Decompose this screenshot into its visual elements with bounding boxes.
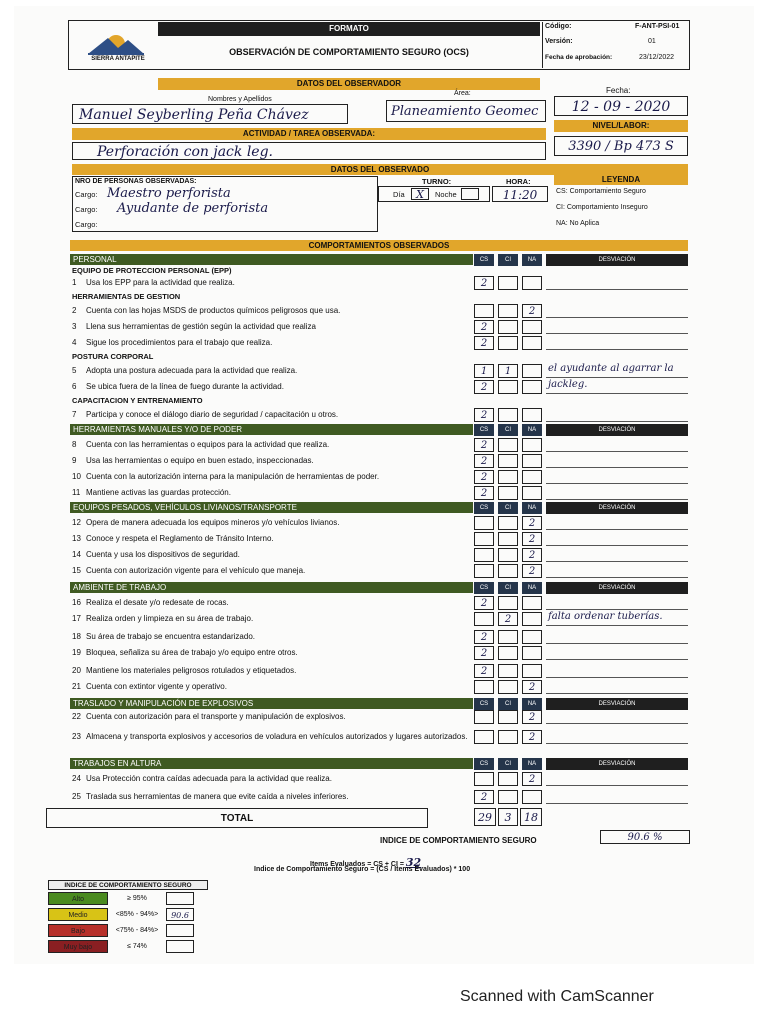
behavior-item-5 xyxy=(72,366,470,375)
item-number: 1 xyxy=(72,278,77,287)
behavior-item-23 xyxy=(72,732,470,741)
checkbox-ci[interactable] xyxy=(498,276,518,290)
indice-value: 90.6 % xyxy=(600,830,690,844)
column-header-cs: CS xyxy=(474,502,494,514)
item-text: Cuenta con las herramientas o equipos para la actividad que realiza. xyxy=(86,440,330,449)
codigo-value: F-ANT-PSI-01 xyxy=(635,23,680,30)
checkbox-cs[interactable]: 2 xyxy=(474,664,494,678)
checkbox-cs[interactable]: 2 xyxy=(474,380,494,394)
item-number: 17 xyxy=(72,614,81,623)
desviacion-line xyxy=(546,393,688,394)
formato-label: FORMATO xyxy=(158,22,540,36)
checkbox-na[interactable] xyxy=(522,470,542,484)
checkbox-cs[interactable]: 2 xyxy=(474,470,494,484)
checkbox-cs[interactable] xyxy=(474,516,494,530)
section-header: AMBIENTE DE TRABAJO xyxy=(70,582,473,593)
checkbox-na[interactable]: 2 xyxy=(522,772,542,786)
legend-level-row xyxy=(48,939,208,954)
actividad-label: ACTIVIDAD / TAREA OBSERVADA: xyxy=(72,128,546,140)
checkbox-cs[interactable] xyxy=(474,612,494,626)
checkbox-cs[interactable]: 1 xyxy=(474,364,494,378)
desviacion-line xyxy=(546,377,688,378)
item-text: Sigue los procedimientos para el trabajo que realiza. xyxy=(86,338,273,347)
checkbox-na[interactable] xyxy=(522,486,542,500)
item-number: 15 xyxy=(72,566,81,575)
column-header-ci: CI xyxy=(498,502,518,514)
hora-label: HORA: xyxy=(506,177,531,186)
level-mark-box[interactable] xyxy=(166,940,194,953)
item-number: 16 xyxy=(72,598,81,607)
desviacion-line xyxy=(546,577,688,578)
desviacion-line xyxy=(546,467,688,468)
turno-label: TURNO: xyxy=(422,177,452,186)
level-swatch: Medio xyxy=(48,908,108,921)
column-header-ci: CI xyxy=(498,424,518,436)
actividad-field[interactable]: Perforación con jack leg. xyxy=(72,142,546,160)
observador-section: DATOS DEL OBSERVADOR xyxy=(158,78,540,90)
checkbox-na[interactable] xyxy=(522,380,542,394)
behavior-item-20 xyxy=(72,666,470,675)
noche-label: Noche xyxy=(435,190,457,199)
behavior-item-2 xyxy=(72,306,470,315)
item-number: 21 xyxy=(72,682,81,691)
desviacion-note[interactable]: el ayudante al agarrar la xyxy=(548,363,674,374)
desviacion-line xyxy=(546,625,688,626)
checkbox-na[interactable] xyxy=(522,364,542,378)
desviacion-line xyxy=(546,545,688,546)
desviacion-line xyxy=(546,333,688,334)
desviacion-line xyxy=(546,499,688,500)
checkbox-cs[interactable] xyxy=(474,564,494,578)
level-range: <75% - 84%> xyxy=(115,927,159,934)
nombres-label: Nombres y Apellidos xyxy=(208,96,272,103)
desviacion-line xyxy=(546,451,688,452)
section-header: EQUIPOS PESADOS, VEHÍCULOS LIVIANOS/TRANSPORTE xyxy=(70,502,473,513)
item-number: 23 xyxy=(72,732,81,741)
item-number: 22 xyxy=(72,712,81,721)
level-swatch: Muy bajo xyxy=(48,940,108,953)
desviacion-line xyxy=(546,693,688,694)
desviacion-line xyxy=(546,659,688,660)
level-swatch: Alto xyxy=(48,892,108,905)
item-text: Usa las herramientas o equipo en buen estado, inspeccionadas. xyxy=(86,456,314,465)
column-header-na: NA xyxy=(522,698,542,710)
item-text: Cuenta con las hojas MSDS de productos químicos peligrosos que usa. xyxy=(86,306,341,315)
item-number: 10 xyxy=(72,472,81,481)
column-header-cs: CS xyxy=(474,254,494,266)
scanner-watermark: Scanned with CamScanner xyxy=(460,988,654,1005)
column-header-ci: CI xyxy=(498,582,518,594)
desviacion-header: DESVIACIÓN xyxy=(546,424,688,436)
desviacion-line xyxy=(546,289,688,290)
item-text: Mantiene los materiales peligrosos rotulados y etiquetados. xyxy=(86,666,297,675)
behavior-item-13 xyxy=(72,534,470,543)
checkbox-cs[interactable]: 2 xyxy=(474,408,494,422)
area-field[interactable]: Planeamiento Geomec xyxy=(386,100,546,122)
checkbox-na[interactable]: 2 xyxy=(522,532,542,546)
section-header: TRABAJOS EN ALTURA xyxy=(70,758,473,769)
behavior-item-8 xyxy=(72,440,470,449)
checkbox-ci[interactable] xyxy=(498,408,518,422)
column-header-cs: CS xyxy=(474,698,494,710)
nro-label: NRO DE PERSONAS OBSERVADAS: xyxy=(75,178,197,185)
desviacion-header: DESVIACIÓN xyxy=(546,502,688,514)
checkbox-cs[interactable] xyxy=(474,772,494,786)
total-na: 18 xyxy=(520,808,542,826)
fecha-field[interactable]: 12 - 09 - 2020 xyxy=(554,96,688,116)
legend-level-row xyxy=(48,923,208,938)
item-number: 4 xyxy=(72,338,77,347)
desviacion-line xyxy=(546,743,688,744)
fecha-aprob-value: 23/12/2022 xyxy=(639,54,675,61)
desviacion-note[interactable]: jackleg. xyxy=(548,379,588,390)
total-ci: 3 xyxy=(498,808,518,826)
checkbox-ci[interactable] xyxy=(498,564,518,578)
cargo-label-3: Cargo: xyxy=(75,220,98,229)
item-text: Cuenta con autorización para el transporte y manipulación de explosivos. xyxy=(86,712,346,721)
level-mark-box[interactable] xyxy=(166,924,194,937)
desviacion-line xyxy=(546,803,688,804)
subsection-label: EQUIPO DE PROTECCION PERSONAL (EPP) xyxy=(72,266,232,275)
checkbox-ci[interactable] xyxy=(498,516,518,530)
checkbox-cs[interactable]: 2 xyxy=(474,276,494,290)
total-label: TOTAL xyxy=(46,808,428,828)
item-text: Almacena y transporta explosivos y accesorios de voladura en vehículos autorizados y lugares autorizados. xyxy=(86,732,468,741)
item-text: Se ubica fuera de la línea de fuego durante la actividad. xyxy=(86,382,284,391)
behavior-item-10 xyxy=(72,472,470,481)
checkbox-ci[interactable] xyxy=(498,664,518,678)
checkbox-na[interactable]: 2 xyxy=(522,516,542,530)
hora-field[interactable]: 11:20 xyxy=(492,186,548,202)
item-number: 24 xyxy=(72,774,81,783)
checkbox-na[interactable]: 2 xyxy=(522,710,542,724)
indice-formula: Indice de Comportamiento Seguro = (CS / Items Evaluados) * 100 xyxy=(254,866,471,873)
fecha-aprob-label: Fecha de aprobación: xyxy=(545,54,613,61)
behavior-item-6 xyxy=(72,382,470,391)
item-number: 13 xyxy=(72,534,81,543)
checkbox-na[interactable] xyxy=(522,438,542,452)
legend-title: INDICE DE COMPORTAMIENTO SEGURO xyxy=(48,880,208,890)
checkbox-ci[interactable]: 1 xyxy=(498,364,518,378)
checkbox-cs[interactable] xyxy=(474,548,494,562)
column-header-cs: CS xyxy=(474,758,494,770)
level-mark-box[interactable] xyxy=(166,892,194,905)
item-text: Cuenta con autorización vigente para el vehículo que maneja. xyxy=(86,566,306,575)
cargo-value-1[interactable]: Maestro perforista xyxy=(107,186,231,201)
behavior-item-16 xyxy=(72,598,470,607)
desviacion-header: DESVIACIÓN xyxy=(546,254,688,266)
doc-control xyxy=(542,22,691,68)
item-number: 18 xyxy=(72,632,81,641)
item-number: 9 xyxy=(72,456,77,465)
item-number: 19 xyxy=(72,648,81,657)
leyenda-label: LEYENDA xyxy=(554,175,688,185)
column-header-ci: CI xyxy=(498,758,518,770)
desviacion-header: DESVIACIÓN xyxy=(546,698,688,710)
section-header: HERRAMIENTAS MANUALES Y/O DE PODER xyxy=(70,424,473,435)
behavior-item-21 xyxy=(72,682,470,691)
checkbox-cs[interactable] xyxy=(474,304,494,318)
checkbox-ci[interactable] xyxy=(498,772,518,786)
item-text: Realiza el desate y/o redesate de rocas. xyxy=(86,598,229,607)
section-header: TRASLADO Y MANIPULACIÓN DE EXPLOSIVOS xyxy=(70,698,473,709)
behavior-item-3 xyxy=(72,322,470,331)
checkbox-na[interactable] xyxy=(522,276,542,290)
item-text: Mantiene activas las guardas protección. xyxy=(86,488,231,497)
nivel-field[interactable]: 3390 / Bp 473 S xyxy=(554,136,688,156)
legend-levels xyxy=(48,891,208,954)
checkbox-na[interactable] xyxy=(522,612,542,626)
item-text: Llena sus herramientas de gestión según la actividad que realiza xyxy=(86,322,316,331)
cargo-label-2: Cargo: xyxy=(75,205,98,214)
desviacion-line xyxy=(546,349,688,350)
checkbox-cs[interactable]: 2 xyxy=(474,646,494,660)
checkbox-ci[interactable] xyxy=(498,630,518,644)
item-text: Realiza orden y limpieza en su área de trabajo. xyxy=(86,614,254,623)
indice-title: INDICE DE COMPORTAMIENTO SEGURO xyxy=(380,836,537,845)
legend-level-row xyxy=(48,891,208,906)
checkbox-cs[interactable]: 2 xyxy=(474,454,494,468)
checkbox-na[interactable]: 2 xyxy=(522,304,542,318)
checkbox-ci[interactable] xyxy=(498,380,518,394)
checkbox-cs[interactable] xyxy=(474,532,494,546)
checkbox-ci[interactable] xyxy=(498,680,518,694)
behavior-item-12 xyxy=(72,518,470,527)
item-number: 25 xyxy=(72,792,81,801)
checkbox-ci[interactable] xyxy=(498,596,518,610)
behavior-item-24 xyxy=(72,774,470,783)
checkbox-cs[interactable]: 2 xyxy=(474,438,494,452)
checkbox-ci[interactable] xyxy=(498,548,518,562)
total-cs: 29 xyxy=(474,808,496,826)
desviacion-line xyxy=(546,723,688,724)
turno-box xyxy=(378,186,490,202)
item-text: Usa los EPP para la actividad que realiza. xyxy=(86,278,235,287)
checkbox-cs[interactable] xyxy=(474,710,494,724)
behavior-item-7 xyxy=(72,410,470,419)
desviacion-line xyxy=(546,421,688,422)
fecha-label: Fecha: xyxy=(606,86,631,95)
checkbox-na[interactable] xyxy=(522,454,542,468)
checkbox-cs[interactable]: 2 xyxy=(474,630,494,644)
desviacion-note[interactable]: falta ordenar tuberías. xyxy=(548,611,663,622)
item-text: Traslada sus herramientas de manera que evite caída a niveles inferiores. xyxy=(86,792,349,801)
column-header-na: NA xyxy=(522,254,542,266)
behavior-item-22 xyxy=(72,712,470,721)
checkbox-ci[interactable] xyxy=(498,336,518,350)
item-text: Cuenta y usa los dispositivos de seguridad. xyxy=(86,550,240,559)
item-number: 2 xyxy=(72,306,77,315)
item-number: 8 xyxy=(72,440,77,449)
checkbox-na[interactable] xyxy=(522,320,542,334)
checkbox-ci[interactable] xyxy=(498,486,518,500)
desviacion-line xyxy=(546,317,688,318)
behavior-item-25 xyxy=(72,792,470,801)
area-label: Área: xyxy=(454,90,471,97)
column-header-cs: CS xyxy=(474,424,494,436)
checkbox-ci[interactable] xyxy=(498,454,518,468)
level-range: <85% - 94%> xyxy=(115,911,159,918)
behavior-item-18 xyxy=(72,632,470,641)
column-header-ci: CI xyxy=(498,254,518,266)
desviacion-line xyxy=(546,643,688,644)
column-header-na: NA xyxy=(522,424,542,436)
checkbox-ci[interactable] xyxy=(498,532,518,546)
subsection-label: HERRAMIENTAS DE GESTION xyxy=(72,292,181,301)
checkbox-na[interactable] xyxy=(522,790,542,804)
subsection-label: POSTURA CORPORAL xyxy=(72,352,154,361)
level-mark-box[interactable]: 90.6 xyxy=(166,908,194,921)
behavior-item-4 xyxy=(72,338,470,347)
checkbox-cs[interactable]: 2 xyxy=(474,320,494,334)
item-text: Cuenta con la autorización interna para la manipulación de herramientas de poder. xyxy=(86,472,380,481)
item-number: 14 xyxy=(72,550,81,559)
desviacion-line xyxy=(546,677,688,678)
item-number: 5 xyxy=(72,366,77,375)
desviacion-line xyxy=(546,529,688,530)
checkbox-na[interactable] xyxy=(522,664,542,678)
checkbox-ci[interactable] xyxy=(498,790,518,804)
item-text: Bloquea, señaliza su área de trabajo y/o equipo entre otros. xyxy=(86,648,298,657)
cargo-value-2[interactable]: Ayudante de perforista xyxy=(117,201,269,216)
item-number: 20 xyxy=(72,666,81,675)
behavior-item-17 xyxy=(72,614,470,623)
checkbox-cs[interactable] xyxy=(474,680,494,694)
leyenda-cs: CS: Comportamiento Seguro xyxy=(556,188,646,195)
desviacion-line xyxy=(546,483,688,484)
item-text: Usa Protección contra caídas adecuada para la actividad que realiza. xyxy=(86,774,332,783)
checkbox-ci[interactable] xyxy=(498,646,518,660)
behavior-item-11 xyxy=(72,488,470,497)
checkbox-ci[interactable]: 2 xyxy=(498,612,518,626)
section-header: PERSONAL xyxy=(70,254,473,265)
behavior-item-1 xyxy=(72,278,470,287)
dia-checkbox[interactable]: X xyxy=(411,188,429,200)
observado-section: DATOS DEL OBSERVADO xyxy=(72,164,688,175)
checkbox-ci[interactable] xyxy=(498,730,518,744)
legend-level-row xyxy=(48,907,208,922)
behavior-item-9 xyxy=(72,456,470,465)
column-header-na: NA xyxy=(522,582,542,594)
nombres-field[interactable]: Manuel Seyberling Peña Chávez xyxy=(72,104,348,124)
item-text: Cuenta con extintor vigente y operativo. xyxy=(86,682,227,691)
codigo-label: Código: xyxy=(545,23,572,30)
dia-label: Día xyxy=(393,190,405,199)
version-label: Versión: xyxy=(545,38,573,45)
checkbox-na[interactable] xyxy=(522,408,542,422)
column-header-na: NA xyxy=(522,758,542,770)
leyenda-ci: CI: Comportamiento Inseguro xyxy=(556,204,648,211)
item-number: 6 xyxy=(72,382,77,391)
items-eval-value: 32 xyxy=(405,856,422,869)
item-text: Opera de manera adecuada los equipos mineros y/o vehículos livianos. xyxy=(86,518,340,527)
level-range: ≤ 74% xyxy=(127,943,147,950)
checkbox-na[interactable]: 2 xyxy=(522,680,542,694)
checkbox-ci[interactable] xyxy=(498,438,518,452)
version-value: 01 xyxy=(648,38,656,45)
company-name: SIERRA ANTAPITE xyxy=(91,56,145,62)
form-title: OBSERVACIÓN DE COMPORTAMIENTO SEGURO (OCS) xyxy=(229,47,469,57)
desviacion-header: DESVIACIÓN xyxy=(546,582,688,594)
desviacion-line xyxy=(546,785,688,786)
item-text: Su área de trabajo se encuentra estandarizado. xyxy=(86,632,256,641)
checkbox-na[interactable]: 2 xyxy=(522,730,542,744)
item-number: 12 xyxy=(72,518,81,527)
checkbox-na[interactable] xyxy=(522,336,542,350)
checkbox-na[interactable] xyxy=(522,596,542,610)
checkbox-cs[interactable]: 2 xyxy=(474,596,494,610)
checkbox-ci[interactable] xyxy=(498,710,518,724)
item-number: 11 xyxy=(72,488,81,497)
checkbox-cs[interactable]: 2 xyxy=(474,486,494,500)
behavior-item-19 xyxy=(72,648,470,657)
nivel-label: NIVEL/LABOR: xyxy=(554,120,688,132)
cargo-label-1: Cargo: xyxy=(75,190,98,199)
checkbox-ci[interactable] xyxy=(498,470,518,484)
subsection-label: CAPACITACION Y ENTRENAMIENTO xyxy=(72,396,203,405)
column-header-na: NA xyxy=(522,502,542,514)
indice-legend xyxy=(48,880,208,954)
behavior-item-14 xyxy=(72,550,470,559)
checkbox-cs[interactable]: 2 xyxy=(474,790,494,804)
checkbox-cs[interactable]: 2 xyxy=(474,336,494,350)
checkbox-na[interactable] xyxy=(522,646,542,660)
behavior-item-15 xyxy=(72,566,470,575)
comportamientos-section: COMPORTAMIENTOS OBSERVADOS xyxy=(70,240,688,251)
desviacion-line xyxy=(546,561,688,562)
item-text: Participa y conoce el diálogo diario de seguridad / capacitación u otros. xyxy=(86,410,339,419)
desviacion-line xyxy=(546,609,688,610)
checkbox-ci[interactable] xyxy=(498,304,518,318)
checkbox-cs[interactable] xyxy=(474,730,494,744)
column-header-ci: CI xyxy=(498,698,518,710)
items-eval-label: Items Evaluados = CS + CI = xyxy=(310,861,406,868)
item-text: Conoce y respeta el Reglamento de Tránsito Interno. xyxy=(86,534,274,543)
checkbox-na[interactable]: 2 xyxy=(522,548,542,562)
level-range: ≥ 95% xyxy=(127,895,147,902)
leyenda-na: NA: No Aplica xyxy=(556,220,600,227)
checkbox-ci[interactable] xyxy=(498,320,518,334)
column-header-cs: CS xyxy=(474,582,494,594)
desviacion-header: DESVIACIÓN xyxy=(546,758,688,770)
item-number: 7 xyxy=(72,410,77,419)
company-logo xyxy=(78,26,154,66)
checkbox-na[interactable] xyxy=(522,630,542,644)
checkbox-na[interactable]: 2 xyxy=(522,564,542,578)
level-swatch: Bajo xyxy=(48,924,108,937)
noche-checkbox[interactable] xyxy=(461,188,479,200)
observado-box xyxy=(72,176,378,232)
item-text: Adopta una postura adecuada para la actividad que realiza. xyxy=(86,366,298,375)
item-number: 3 xyxy=(72,322,77,331)
